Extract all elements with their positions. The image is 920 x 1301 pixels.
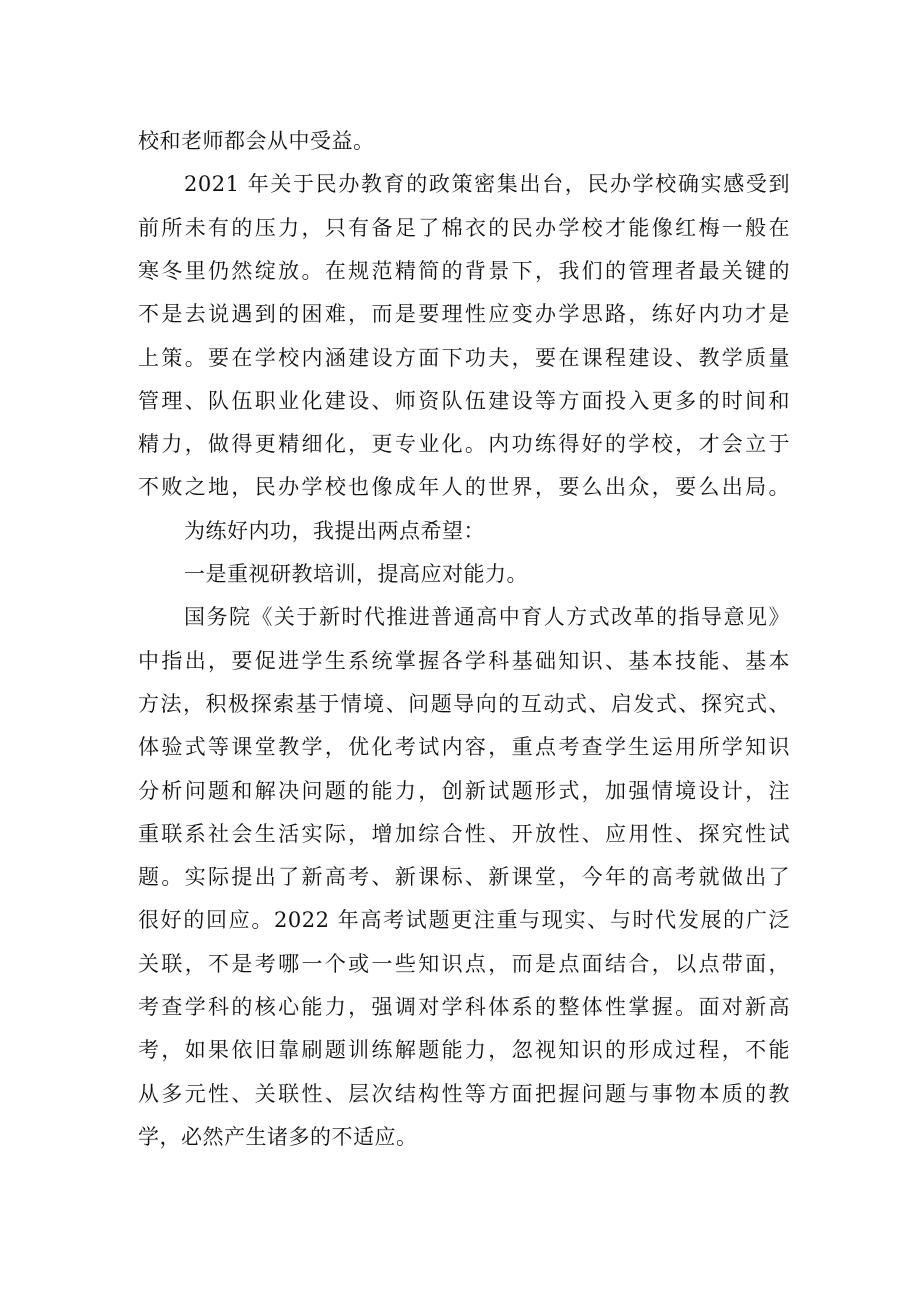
text-line: 学，必然产生诸多的不适应。 bbox=[138, 1125, 418, 1149]
text-line: 不是去说遇到的困难，而是要理性应变办学思路，练好内功才是 bbox=[138, 302, 790, 326]
text-line: 很好的回应。2022 年高考试题更注重与现实、与时代发展的广泛 bbox=[138, 908, 790, 932]
text-line: 前所未有的压力，只有备足了棉衣的民办学校才能像红梅一般在 bbox=[138, 216, 790, 240]
text-line: 重联系社会生活实际，增加综合性、开放性、应用性、探究性试 bbox=[138, 822, 790, 846]
text-line: 一是重视研教培训，提高应对能力。 bbox=[184, 562, 528, 586]
text-line: 不败之地，民办学校也像成年人的世界，要么出众，要么出局。 bbox=[138, 475, 790, 499]
text-line: 体验式等课堂教学，优化考试内容，重点考查学生运用所学知识 bbox=[138, 735, 790, 759]
text-line: 题。实际提出了新高考、新课标、新课堂，今年的高考就做出了 bbox=[138, 865, 790, 889]
text-line: 考，如果依旧靠刷题训练解题能力，忽视知识的形成过程，不能 bbox=[138, 1038, 790, 1062]
text-line: 方法，积极探索基于情境、问题导向的互动式、启发式、探究式、 bbox=[138, 692, 790, 716]
text-line: 精力，做得更精细化，更专业化。内功练得好的学校，才会立于 bbox=[138, 432, 790, 456]
text-line: 中指出，要促进学生系统掌握各学科基础知识、基本技能、基本 bbox=[138, 649, 790, 673]
text-line: 为练好内功，我提出两点希望： bbox=[184, 519, 485, 543]
text-line: 寒冬里仍然绽放。在规范精简的背景下，我们的管理者最关键的 bbox=[138, 259, 790, 283]
text-line: 上策。要在学校内涵建设方面下功夫，要在课程建设、教学质量 bbox=[138, 346, 790, 370]
text-line: 2021 年关于民办教育的政策密集出台，民办学校确实感受到 bbox=[184, 172, 790, 196]
text-line: 分析问题和解决问题的能力，创新试题形式，加强情境设计，注 bbox=[138, 779, 790, 803]
text-line: 考查学科的核心能力，强调对学科体系的整体性掌握。面对新高 bbox=[138, 995, 790, 1019]
text-line: 校和老师都会从中受益。 bbox=[138, 129, 375, 153]
text-line: 从多元性、关联性、层次结构性等方面把握问题与事物本质的教 bbox=[138, 1082, 790, 1106]
text-line: 管理、队伍职业化建设、师资队伍建设等方面投入更多的时间和 bbox=[138, 389, 790, 413]
text-line: 国务院《关于新时代推进普通高中育人方式改革的指导意见》 bbox=[184, 605, 790, 629]
text-line: 关联，不是考哪一个或一些知识点，而是点面结合，以点带面， bbox=[138, 952, 790, 976]
